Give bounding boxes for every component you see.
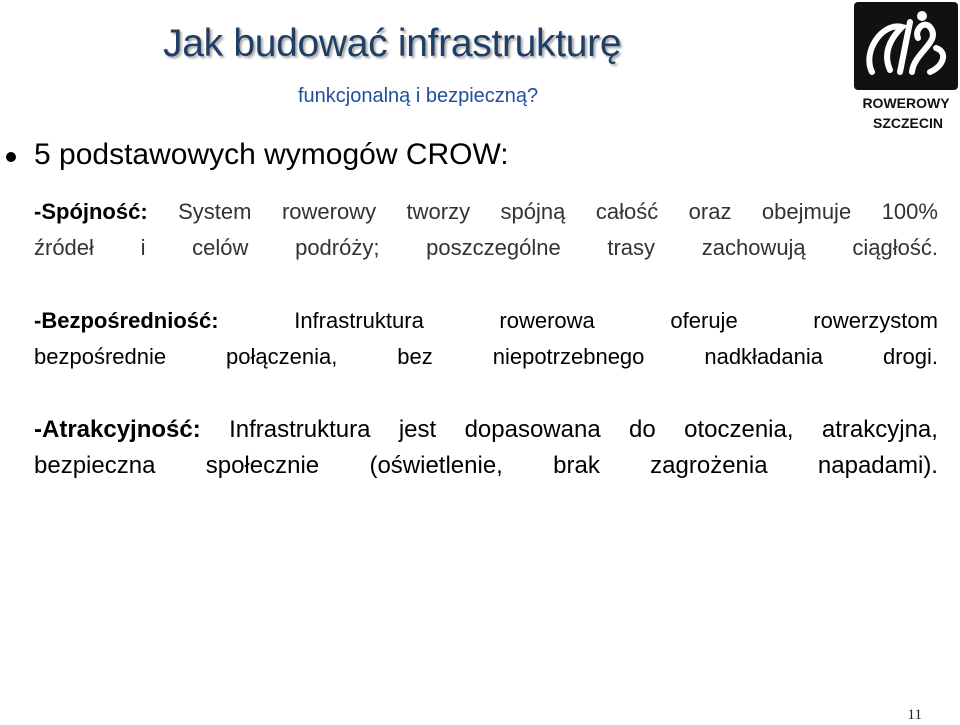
word: jest xyxy=(398,416,437,443)
word: oraz xyxy=(688,199,732,224)
word: podróży; xyxy=(295,235,380,260)
word: niepotrzebnego xyxy=(492,344,645,369)
bullet-dot-icon xyxy=(6,152,16,162)
word: zagrożenia xyxy=(650,452,768,479)
paragraph-line xyxy=(34,452,938,488)
word: trasy xyxy=(607,235,656,260)
slide-subtitle: funkcjonalną i bezpieczną? xyxy=(298,85,539,107)
word: tworzy xyxy=(406,199,471,224)
word: rowerowa xyxy=(499,308,595,333)
word: rowerzystom xyxy=(813,308,938,333)
page-number: 11 xyxy=(907,707,922,723)
word: rowerowy xyxy=(281,199,377,224)
word: bezpieczna xyxy=(34,452,156,479)
paragraph-spojnosc xyxy=(34,199,938,271)
word: Infrastruktura xyxy=(294,308,424,333)
bullet-text: 5 podstawowych wymogów CROW: xyxy=(34,138,509,171)
word: poszczególne xyxy=(426,235,561,260)
word: drogi. xyxy=(882,344,938,369)
word: oferuje xyxy=(670,308,738,333)
term-label: -Bezpośredniość: xyxy=(34,308,219,333)
word: bezpośrednie xyxy=(34,344,167,369)
word: brak xyxy=(553,452,600,479)
paragraph-line xyxy=(34,416,938,452)
term-label: -Atrakcyjność: xyxy=(34,416,201,443)
word: nadkładania xyxy=(704,344,824,369)
word: bez xyxy=(397,344,433,369)
word: całość xyxy=(595,199,659,224)
word: otoczenia, xyxy=(684,416,794,443)
word: społecznie xyxy=(205,452,320,479)
word: 100% xyxy=(881,199,938,224)
paragraph-bezposredniosc xyxy=(34,308,938,380)
word: celów xyxy=(192,235,249,260)
word: obejmuje xyxy=(761,199,852,224)
word: ciągłość. xyxy=(852,235,938,260)
paragraph-line xyxy=(34,308,938,344)
word: atrakcyjna, xyxy=(821,416,938,443)
word: Infrastruktura xyxy=(229,416,371,443)
logo-line1: ROWEROWY xyxy=(862,95,950,111)
word: połączenia, xyxy=(226,344,338,369)
word: (oświetlenie, xyxy=(369,452,503,479)
word: dopasowana xyxy=(464,416,601,443)
word: źródeł xyxy=(34,235,94,260)
paragraph-line xyxy=(34,235,938,271)
paragraph-atrakcyjnosc xyxy=(34,416,938,488)
word: System xyxy=(178,199,252,224)
word: spójną xyxy=(500,199,566,224)
term-label: -Spójność: xyxy=(34,199,148,224)
word: do xyxy=(629,416,656,443)
paragraph-line xyxy=(34,199,938,235)
slide-title: Jak budować infrastrukturę xyxy=(163,22,622,65)
logo-line2: SZCZECIN xyxy=(873,115,943,131)
word: i xyxy=(140,235,146,260)
word: napadami). xyxy=(817,452,938,479)
sirs-logo-icon xyxy=(852,2,960,132)
paragraph-line xyxy=(34,344,938,380)
word: zachowują xyxy=(701,235,806,260)
